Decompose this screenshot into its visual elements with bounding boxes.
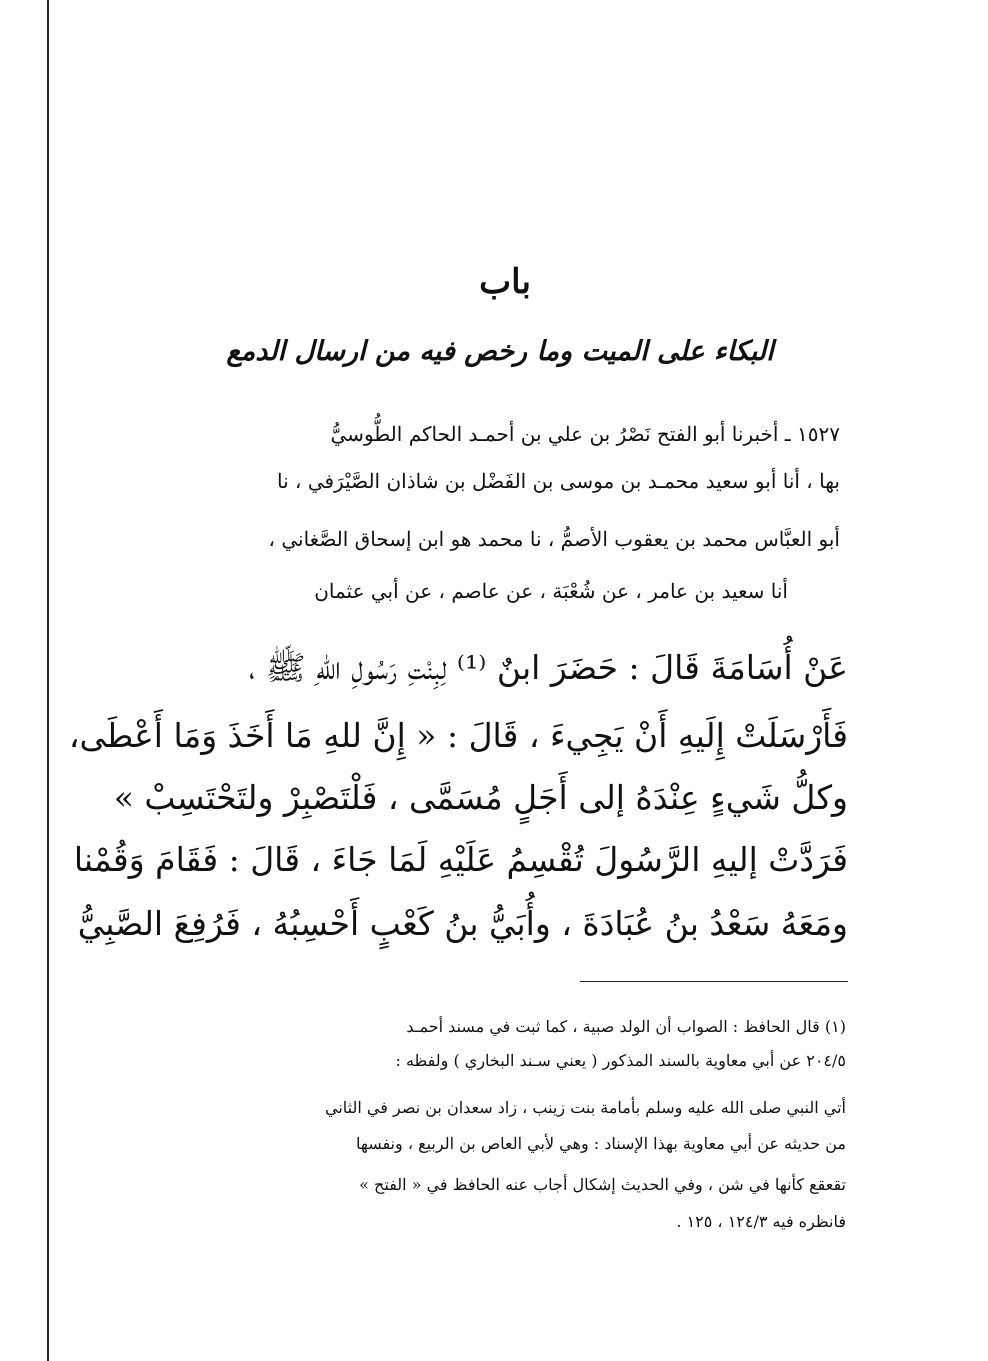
chapter-label: باب <box>479 262 531 302</box>
matn-line: عَنْ أُسَامَةَ قَالَ : حَضَرَ ابنٌ ⁽¹⁾ لِبِنْتِ رَسُولِ اللهِ ﷺ ، <box>248 648 848 687</box>
footnote-line: تقعقع كأنها في شن ، وفي الحديث إشكال أجاب عنه الحافظ في « الفتح » <box>359 1175 846 1194</box>
isnad-line: أبو العبَّاس محمد بن يعقوب الأصمُّ ، نا محمد هو ابن إسحاق الصَّغاني ، <box>268 527 840 551</box>
isnad-line: بها ، أنا أبو سعيد محمـد بن موسى بن الفَضْل بن شاذان الصَّيْرَفي ، نا <box>276 469 840 493</box>
matn-line: فَأَرْسَلَتْ إِلَيهِ أَنْ يَجِيءَ ، قَالَ : « إِنَّ للهِ مَا أَخَذَ وَمَا أَعْطَى، <box>68 716 848 755</box>
footnote-divider <box>580 981 848 982</box>
page-margin-rule <box>47 0 49 1361</box>
footnote-line: أتي النبي صلى الله عليه وسلم بأمامة بنت زينب ، زاد سعدان بن نصر في الثاني <box>325 1098 846 1117</box>
matn-line: ومَعَهُ سَعْدُ بنُ عُبَادَةَ ، وأُبَيُّ بنُ كَعْبٍ أَحْسِبُهُ ، فَرُفِعَ الصَّبِيُّ <box>77 904 848 943</box>
footnote-line: فانظره فيه ١٢٤/٣ ، ١٢٥ . <box>676 1212 846 1231</box>
footnote-line: ٢٠٤/٥ عن أبي معاوية بالسند المذكور ( يعني سـند البخاري ) ولفظه : <box>395 1051 846 1070</box>
matn-line: وكلُّ شَيءٍ عِنْدَهُ إلى أَجَلٍ مُسَمَّى ، فَلْتَصْبِرْ ولتَحْتَسِبْ » <box>113 778 848 817</box>
isnad-line: أنا سعيد بن عامر ، عن شُعْبَة ، عن عاصم ، عن أبي عثمان <box>314 579 788 603</box>
isnad-line: ١٥٢٧ ـ أخبرنا أبو الفتح نَصْرُ بن علي بن أحمـد الحاكم الطُّوسيُّ <box>330 422 840 446</box>
chapter-title: البكاء على الميت وما رخص فيه من ارسال الدمع <box>226 336 774 367</box>
matn-line: فَرَدَّتْ إليهِ الرَّسُولَ تُقْسِمُ عَلَيْهِ لَمَا جَاءَ ، قَالَ : فَقَامَ وَقُمْنا <box>73 840 848 879</box>
footnote-line: من حديثه عن أبي معاوية بهذا الإسناد : وهي لأبي العاص بن الربيع ، ونفسها <box>355 1134 846 1153</box>
footnote-line: (١) قال الحافظ : الصواب أن الولد صبية ، كما ثبت في مسند أحمـد <box>406 1017 846 1036</box>
